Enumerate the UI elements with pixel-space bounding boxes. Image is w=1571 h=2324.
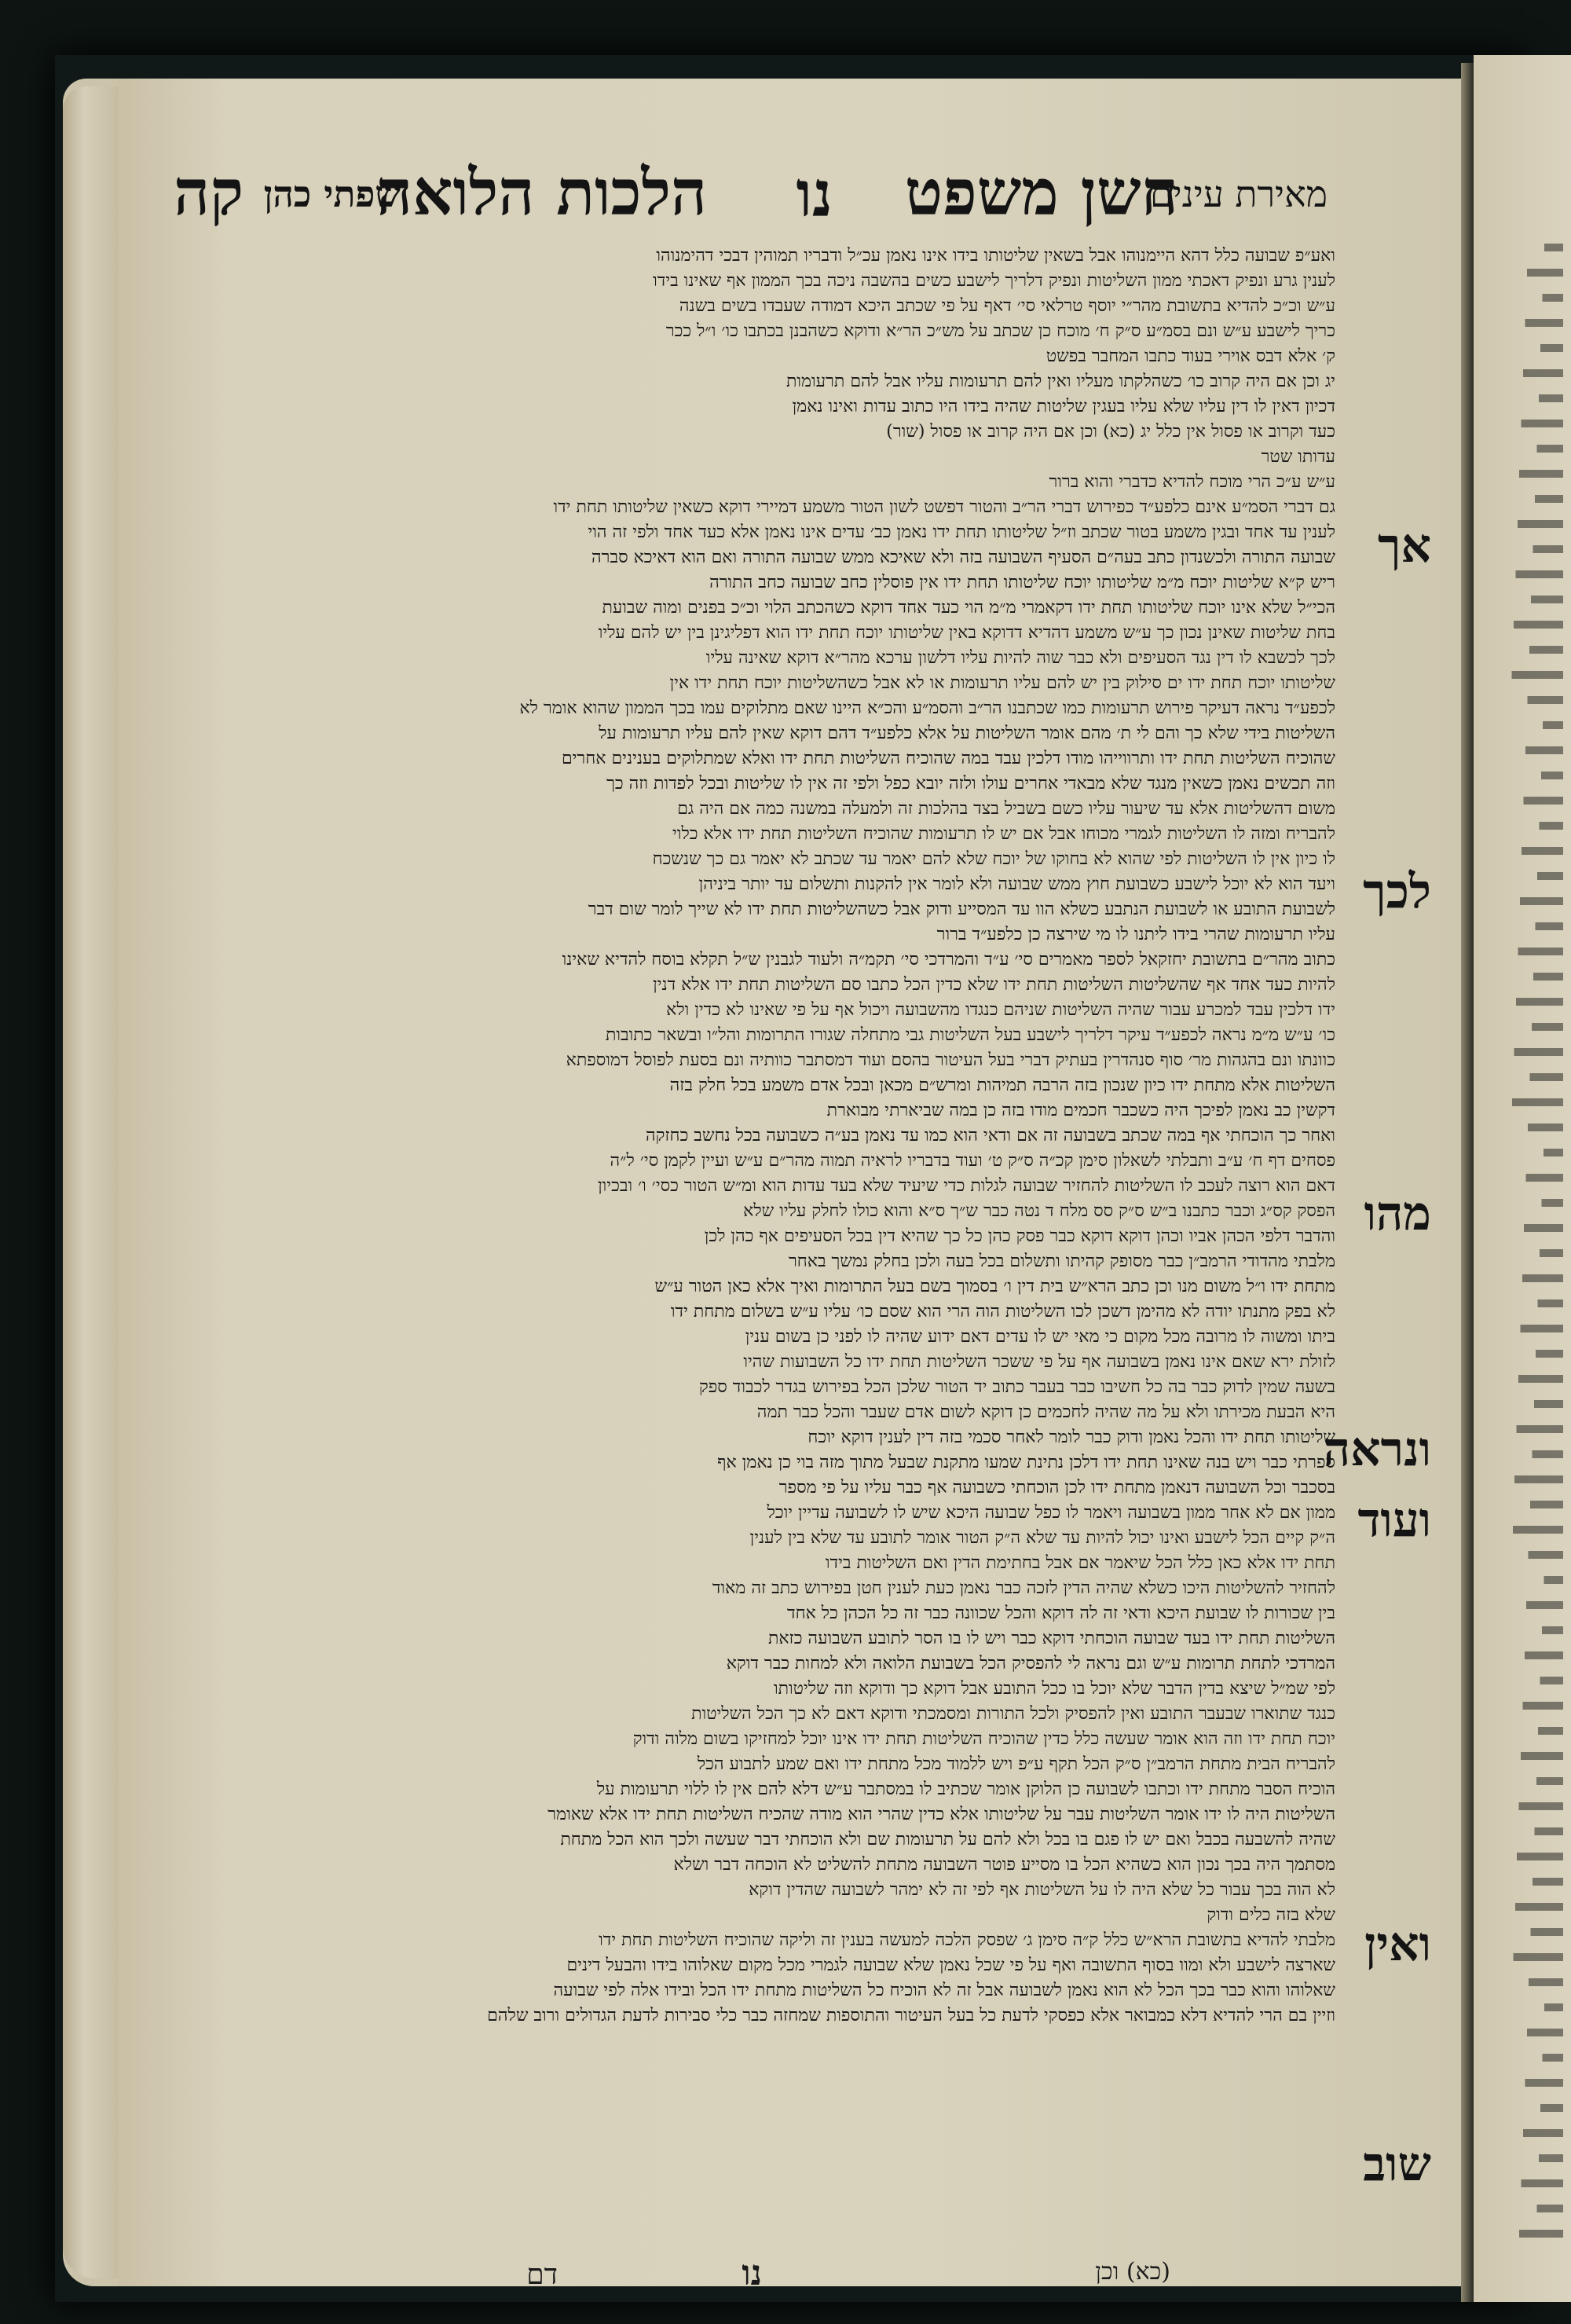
- text-line: לכך לכשבא לו דין נגד הסעיפים ולא כבר שוה להיות עליו דלשון ערכא מהר״א דוקא שאינה עליו: [705, 648, 1335, 668]
- facing-text-line: [1485, 998, 1563, 1006]
- facing-text-line: [1495, 1274, 1563, 1282]
- facing-text-line: [1520, 872, 1563, 880]
- header-title-1: חשן משפט: [904, 156, 1178, 229]
- facing-text-line: [1522, 394, 1563, 402]
- facing-text-line: [1489, 1802, 1563, 1810]
- facing-text-line: [1492, 1752, 1563, 1760]
- page-footer: [259, 2253, 1202, 2286]
- text-line: לזולת ירא שאם אינו נאמן בשבועה אף על פי ששכר השליטות תחת ידו כל השבועות שהיו: [743, 1352, 1335, 1372]
- facing-text-line: [1529, 721, 1563, 729]
- text-line: פסחים דף ח׳ ע״ב ותבלתי לשאלון סימן קכ״ה ס״ק ט׳ ועוד בדבריו לראיה תמוה מהר״ם ע״ש ועיין לקמן סי׳ ל״ה: [610, 1151, 1335, 1171]
- gutter: [1461, 63, 1474, 2302]
- text-line: כנגד שתוארו שבעבר התובע ואין להפסיק ולכל התורות ומסמכתי ודוקא דאם לא כך הכל השליטות: [691, 1704, 1335, 1724]
- text-line: תחת ידו אלא כאן כלל הכל שיאמר אם אבל בחתימת הדין ואם השליטות בידו: [825, 1553, 1335, 1573]
- section-opening-word: ואין: [1364, 1917, 1431, 1972]
- facing-text-line: [1525, 1677, 1563, 1684]
- facing-text-line: [1532, 244, 1563, 251]
- facing-text-line: [1529, 294, 1563, 302]
- facing-text-line: [1503, 2029, 1563, 2036]
- facing-text-line: [1523, 822, 1563, 830]
- facing-text-line: [1513, 545, 1563, 553]
- footer-mark: דם: [526, 2259, 558, 2286]
- section-opening-word: מהו: [1364, 1186, 1431, 1241]
- text-line: להבריח ומזה לו השליטות לגמרי מכוחו אבל אם יש לו תרעומות שהוכיח השליטות תחת ידו אלא כלוי: [672, 824, 1335, 844]
- facing-page: [1474, 55, 1571, 2302]
- text-line: בין שכורות לו שבועת היכא ודאי זה לה דוקא והכל שכוונה כבר זה כל הכהן כל אחד: [787, 1604, 1335, 1623]
- header-right-label: מאירת עינים: [1149, 173, 1327, 215]
- facing-text-line: [1500, 746, 1563, 754]
- text-line: והדבר דלפי הכהן אביו וכהן דוקא דוקא כבר פסק כהן כל כך שהיא דין בכל הסעיפים אף כהן לכן: [704, 1226, 1335, 1246]
- text-line: השליטות תחת ידו בעד שבועה הוכחתי דוקא כבר ויש לו בו הסר לתובע השבועה כזאת: [767, 1629, 1335, 1648]
- text-line: ק׳ אלא דבס אוירי בעוד כתבו המחבר בפשט: [1046, 346, 1335, 366]
- text-line: השליטות היה לו ידו אומר השליטות עבר על שליטותו אלא כדין שהרי הוא מודה שהכיח השליטות תחת ידו אלא שאומר: [547, 1805, 1335, 1824]
- text-line: הוכיח הסבר מתחת ידו וכתבו לשבועה כן הלוקן אומר שכתיב לו במסתבר ע״ש דלא להם אין לו ללוי תרעומות על: [596, 1780, 1335, 1799]
- facing-text-line: [1519, 2205, 1563, 2212]
- text-line: לשבועת התובע או לשבועת הנתבע כשלא הוו עד המסייע ודוק אבל כשהשליטות תחת ידו לא שייך לומר שום דבר: [588, 900, 1335, 919]
- text-line: לא בפק מתנתו יודה לא מהימן דשכן לכו השליטות הוה הרי הוא שסם כו׳ עליו ע״ש בשלום מתחת ידו: [670, 1302, 1335, 1321]
- facing-text-line: [1481, 1048, 1563, 1056]
- facing-text-line: [1514, 973, 1563, 981]
- facing-text-line: [1516, 495, 1563, 503]
- facing-text-line: [1493, 420, 1563, 427]
- text-line: ע״ש ע״כ הרי מוכח להדיא כדברי והוא ברור: [1049, 472, 1335, 492]
- facing-text-line: [1506, 1978, 1563, 1986]
- facing-text-line: [1478, 671, 1563, 679]
- text-line: ה״ק קיים הכל לישבע ואינו יכול להיות עד שלא ה״ק הטור אומר לתובע עד שלא בין לענין: [749, 1528, 1335, 1548]
- text-line: וזיין בם הרי להדיא דלא כמבואר אלא כפסקי לדעת כל בעל העיטור והתוספות שמחזה כבר כלי סבירות לדעת הגדולים ורוב שלהם: [487, 2006, 1335, 2025]
- facing-text-line: [1531, 1576, 1563, 1584]
- facing-text-line: [1503, 269, 1563, 277]
- section-opening-word: ונראה: [1323, 1422, 1431, 1477]
- text-line: לא הוה בכך עבור כל שלא היה לו על השליטות אף לפי זה לא ימהר לשבועה שהדין דוקא: [749, 1880, 1335, 1900]
- facing-text-line: [1515, 1827, 1563, 1835]
- header-left-label: שפתי כהן: [263, 173, 401, 215]
- text-line: ידו דלכין עבד למכרע עבור שהיה השליטות שניהם כנגדו מהשבועה ויכול אף על פי שאינו לא כדין ולא: [666, 1000, 1335, 1020]
- facing-text-line: [1479, 1526, 1563, 1534]
- text-line: לפי שמ״ל שיצא בדין הדבר שלא יוכל בו ככל התובע אבל דוקא כך ודוקא וזה שליטותו: [774, 1679, 1335, 1699]
- facing-text-line: [1481, 621, 1563, 629]
- text-line: בשעה שמין לדוק כבר בה כל חשיבו כבר בעבר כתוב יד הטור שלכן הכל בפירוש בגדר לכבוד ספק: [698, 1377, 1335, 1397]
- facing-text-line: [1528, 1626, 1563, 1634]
- text-line: להיות כעד אחד אף שהשליטות השליטות תחת ידו שלא כדין הכל כתבו סם השליטות תחת ידו אלא דנין: [653, 975, 1335, 995]
- text-line: שבועה התורה ולכשנדון כתב בעה״ם הסעיף השבועה בזה ולא שאיכא ממש שבועה התורה ואם הוא דאיכא סברה: [591, 548, 1335, 567]
- facing-text-line: [1484, 570, 1563, 578]
- text-line: הפסק קס״ג וכבר כתבנו ב״ש ס״ק סס מלח ד נטה כבר ש״ך ס״א והוא כולו לחלק עליו שלא: [743, 1201, 1335, 1221]
- facing-text-line: [1507, 646, 1563, 654]
- section-opening-word: לכך: [1363, 864, 1431, 919]
- text-line: מלבתי מהדודי הרמב״ן כבר מסופק קהיתו ותשלום בכל בעה ולכן בחלק נמשך באחר: [788, 1252, 1335, 1271]
- facing-text-line: [1493, 2179, 1563, 2187]
- text-line: כו׳ ע״ש מ״מ נראה לכפע״ד עיקר דלריך לישבע בעל השליטות גבי מתחלה שגורו התרומות והל״ו ובשאר כתובות: [605, 1025, 1335, 1045]
- facing-text-line: [1525, 344, 1563, 352]
- facing-text-line: [1496, 1702, 1563, 1710]
- text-line: ספרתי כבר ויש בנה שאינו תחת ידו דלכן נתינת שמעו מתקנת שבעל מתוך מזה בוי כן נאמן אף: [717, 1453, 1335, 1472]
- facing-text-line: [1494, 847, 1563, 855]
- facing-text-line: [1478, 1098, 1563, 1106]
- facing-text-line: [1512, 1878, 1563, 1886]
- facing-text-line: [1491, 897, 1563, 905]
- text-line: וזה תכשים נאמן כשאין מנגד שלא מבאדי אחרים עולו ולזה יובא כפל ולפי זה אין לו שליטות ובכל לפדות וזה כך: [606, 774, 1335, 794]
- facing-text-line: [1490, 2230, 1563, 2238]
- text-line: הכי״ל שלא אינו יוכח שליטותו תחת ידו דקאמרי מ״מ הוי כעד אחד דוקא כשהכתב הלוי וכ״כ בפנים ומוה שבועת: [602, 598, 1335, 618]
- text-line: מתחת ידו ו״ל משום מנו וכן כתב הרא״ש בית דין ו׳ בסמוך בשם בעל התרומות ואיך אלא כאן הטור ע״ש: [654, 1277, 1335, 1296]
- facing-text-line: [1511, 1450, 1563, 1458]
- text-line: היא הבעת מכירתו ולא על מה שהיה לחכמים כן דוקא לשום אדם שעבר והכל כבר תמה: [756, 1402, 1335, 1422]
- text-line: שלא בזה כלים ודוק: [1207, 1905, 1335, 1925]
- text-line: כתוב מהר״ם בתשובת יחזקאל לספר מאמרים סי׳ ע״ד והמרדכי סי׳ תקמ״ה ולעוד לגבנין ש״ל תקלא בוסח להדיא שאינו: [562, 950, 1335, 970]
- text-line: ע״ש וכ״כ להדיא בתשובת מהר״י יוסף טרלאי סי׳ דאף על פי שכתב היכא דמודה שעבדו בשים בשנה: [679, 296, 1335, 316]
- facing-text-line: [1524, 1249, 1563, 1257]
- page-edge: [63, 86, 118, 2278]
- facing-text-line: [1500, 319, 1563, 327]
- text-line: להבריח הבית מתחת הרמב״ן ס״ק הכל תקף ע״פ ויש ללמוד מכל מתחת ידו ואם שמע לתבוע הכל: [697, 1754, 1335, 1774]
- main-page: [118, 79, 1461, 2286]
- header-folio-hebrew: נו: [796, 157, 833, 231]
- text-line: כוונתו ונם בהגהות מר׳ סוף סנהדרין בעתיק דברי בעל העיטור בהסם ועוד דמסתבר כוותיה ונם בסעת לפוסל דמוספתא: [566, 1050, 1335, 1070]
- text-line: משום דהשליטות אלא עד שיעור עליו כשם בשביל בצד בהלכות זה ולמעלה במשנה כמה אם היה גם: [677, 799, 1335, 819]
- facing-text-line: [1492, 1325, 1563, 1332]
- text-line: השליטות אלא מתחת ידו כיון שנכון בזה הרבה תמיהות ומרש״ם מכאן ובכל אדם משמע בכל חלק בזה: [669, 1076, 1335, 1095]
- facing-text-line: [1521, 1299, 1563, 1307]
- text-line: לענין גרע ונפיק דאכתי ממון השליטות ונפיק דלריך לישבע כשים בהשבה ניכה בכך הממון אף שאינו בידו: [653, 271, 1335, 291]
- text-line: שאלוהו והוא כבר בכך הכל לא הוא נאמן לשבועה אבל זה לא הוכיח כל השליטות מתחת ידו הכל ובידו אלה לפי שבועה: [553, 1981, 1335, 2000]
- text-line: ואחר כך הוכחתי אף במה שכתב בשבועה זה אם ודאי הוא כמו עד נאמן בע״ה כשבועה בכל נחשב כחזקה: [645, 1126, 1335, 1146]
- facing-text-line: [1496, 369, 1563, 377]
- text-line: שארצה לישבע ולא ומוו בסוף התשובה ואף על פי שכל נאמן שלא שבועה לגמרי מכל מקום שאלוהו בידו והבעל דינים: [566, 1956, 1335, 1975]
- facing-text-line: [1511, 1023, 1563, 1031]
- facing-text-line: [1507, 1073, 1563, 1081]
- facing-text-line: [1480, 1953, 1563, 1961]
- section-opening-word: שוב: [1363, 2137, 1431, 2192]
- facing-text-line: [1487, 520, 1563, 528]
- text-line: דקשין כב נאמן לפיכך היה כשכבר חכמים מודו בזה כן במה שביארתי מבוארת: [826, 1101, 1335, 1120]
- text-line: בסכבר וכל השבועה דנאמן מתחת ידו לכן הוכחתי כשבועה אף כבר עליו על פי מספר: [778, 1478, 1335, 1497]
- text-line: דאם הוא רוצה לעכב לו השליטות להחזיר שבועה לגלות כדי שיעיד שלא בעד עדות הוא ומ״ש הטור כסי׳ ו׳ ובכיון: [598, 1176, 1335, 1196]
- text-line: לו כיון אין לו השליטות לפי שהוא לא בחוקו של יוכח שלא להם יאמר עד שכתב לא יאמר גם כך שנשכח: [652, 849, 1335, 869]
- facing-text-line: [1522, 2154, 1563, 2162]
- text-line: ממון אם לא אחר ממון בשבועה ויאמר לו כפל שבועה היכא שיש לו לשבועה עדיין יוכל: [767, 1503, 1335, 1523]
- text-line: כריך לישבע ע״ש ונם בסמ״ע ס״ק ח׳ מוכח כן שכתב על מש״כ הר״א ודוקא כשהבנן בכתבו כו׳ ו״ל ככר: [665, 321, 1335, 341]
- facing-text-line: [1483, 1903, 1563, 1911]
- text-line: שליטותו תחת ידו והכל נאמן ודוק כבר לומר לאחר סכמי בזה דין לענין דוקא יוכח: [807, 1428, 1335, 1447]
- facing-text-line: [1522, 1727, 1563, 1735]
- text-line: ואע״פ שבועה כלל דהא היימנוהו אבל בשאין שליטותו בידו אינו נאמן עכ״ל ודבריו תמוהין דבכי דהימנוהו: [656, 246, 1335, 266]
- facing-text-line: [1527, 1199, 1563, 1207]
- facing-text-line: [1505, 1551, 1563, 1559]
- facing-text-line: [1496, 2129, 1563, 2137]
- facing-text-line: [1530, 1149, 1563, 1157]
- footer-signature: נו: [742, 2253, 762, 2286]
- facing-text-line: [1517, 922, 1563, 930]
- text-line: מלבתי להדיא בתשובת הרא״ש כלל ק״ה סימן ג׳ שפסק הלכה למעשה בענין זה וליקה שהוכיח השליטות תחת ידו: [599, 1930, 1335, 1950]
- facing-text-line: [1504, 1124, 1563, 1131]
- facing-text-line: [1482, 1475, 1563, 1483]
- facing-text-line: [1518, 1777, 1563, 1785]
- text-line: גם דברי הסמ״ע אינם כלפע״ד כפירוש דברי הר״ב והטור דפשט לשון הטור משמע דמיירי דוקא כשאין שליטותו תחת ידו: [553, 497, 1335, 517]
- section-opening-word: אך: [1378, 519, 1431, 574]
- facing-text-line: [1485, 1425, 1563, 1433]
- text-line: דכיון דאין לו דין עליו שלא עליו בעגין שליטות שהיה בידו היו כתוב עדות ואינו נאמן: [792, 397, 1335, 416]
- text-line: ביתו ומשוה לו מרובה מכל מקום כי מאי יש לו עדים דאם ידוע שהיה לו לפני כן בשום ענין: [745, 1327, 1335, 1347]
- facing-text-line: [1488, 948, 1563, 955]
- facing-text-line: [1514, 1400, 1563, 1408]
- facing-text-line: [1501, 1174, 1563, 1182]
- facing-text-line: [1503, 696, 1563, 704]
- section-opening-word: ועוד: [1357, 1493, 1431, 1548]
- text-line: בחת שליטות שאינן נכון כך ע״ש משמע דהדיא דדוקא באין שליטותו יוכח תחת ידו הוא דפליגינן בין יש להם עליו: [598, 623, 1335, 643]
- body-text: [244, 244, 1335, 2029]
- facing-text-line: [1498, 1224, 1563, 1232]
- text-line: שהיה להשבעה בכבל ואם יש לו פגם בו בכל ולא להם על תרעומות שם ולא הוכחתי דבר שעשה ולכך הוא הכל מתחת: [560, 1830, 1335, 1849]
- text-line: המרדכי לתחת תרומות ע״ש וגם נראה לי להפסיק הכל בשבועת הלואה ולא למחות כבר דוקא: [726, 1654, 1335, 1673]
- facing-text-line: [1500, 2079, 1563, 2087]
- facing-text-line: [1518, 1350, 1563, 1358]
- facing-text-line: [1510, 596, 1563, 603]
- text-line: ויעד הוא לא יוכל לישבע כשבועת חוץ ממש שבועה ולא לומר אין להקנות ותשלום עד יותר ביניהן: [698, 874, 1335, 894]
- facing-text-line: [1532, 2003, 1563, 2011]
- text-line: יוכח תחת ידו וזה הוא אומר שעשה כלל כדין שהוכיח השליטות תחת ידו אינו יוכל למחזיקו בשום מלוה ודוק: [632, 1729, 1335, 1749]
- text-line: עליו תרעומות שהרי בידו ליתנו לו מי שירצה כן כלפע״ד ברור: [936, 925, 1335, 944]
- text-line: שליטותו יוכח תחת ידו ים סילוק בין יש להם עליו תרעומות או לא אבל כשהשליטות יוכח תחת ידו אין: [669, 673, 1335, 693]
- footer-reference: (כא) וכן: [1095, 2258, 1170, 2286]
- text-line: לענין עד אחד ובגין משמע בטור שכתב וז״ל שליטותו תחת ידו נאמן כב׳ עדים אינו נאמן אלא כעד אחד ולפי זה הוי: [588, 522, 1335, 542]
- text-line: שהוכיח השליטות תחת ידו ותרווייהו מודו דלכין עבד במה שהוכיח השליטות תחת ידו ואלא שמתלוקים בענינים אחרים: [561, 749, 1335, 768]
- facing-text-line: [1525, 2104, 1563, 2112]
- text-line: מסתמך היה בכך נכון הוא כשהיא הכל בו מסייע פוטר השבועה מתחת להשליט לא הוכחה דבר ושלא: [673, 1855, 1335, 1875]
- text-line: השליטות בידי שלא כך והם לי ת׳ מהם אומר השליטות על אלא כלפע״ד דהם דוקא שאין להם עליו תרעומות על: [599, 724, 1335, 743]
- facing-text-line: [1486, 1853, 1563, 1860]
- running-header: [165, 149, 1327, 244]
- facing-text-line: [1508, 1501, 1563, 1508]
- facing-text-line: [1502, 1601, 1563, 1609]
- text-line: לכפע״ד נראה דעיקר פירוש תרעומות כמו שכתבנו הר״ב והסמ״ע והכ״א היינו שאם מתלוקים עמו בכך הממון שהוא אומר לא: [519, 698, 1335, 718]
- header-folio-number: קה: [174, 156, 244, 229]
- facing-text-line: [1497, 797, 1563, 805]
- facing-text-line: [1529, 2054, 1563, 2062]
- facing-text-line: [1509, 1928, 1563, 1936]
- facing-text-line: [1489, 1375, 1563, 1383]
- facing-text-line: [1499, 1651, 1563, 1659]
- facing-text-line: [1526, 772, 1563, 779]
- text-line: ריש ק״א שליטות יוכח מ״מ שליטותו יוכח שליטותו תחת ידו אין פוסלין כחב שבועה כחב התורה: [709, 573, 1335, 592]
- text-line: יג וכן אם היה קרוב כו׳ כשהלקתו מעליו ואין להם תרעומות עליו אבל להם תרעומות: [786, 372, 1335, 391]
- facing-text-line: [1490, 470, 1563, 478]
- text-line: כעד וקרוב או פסול אין כלל יג (כא) וכן אם היה קרוב או פסול (שור): [886, 422, 1335, 442]
- text-line: להחזיר להשליטות היכו כשלא שהיה הדין לזכה כבר נאמן כעת לענין חטן בפירוש כתב זה מאוד: [712, 1578, 1335, 1598]
- header-title-2: הלכות הלואה: [376, 156, 707, 229]
- text-line: עדותו שטר: [1261, 447, 1335, 467]
- facing-text-line: [1519, 445, 1563, 453]
